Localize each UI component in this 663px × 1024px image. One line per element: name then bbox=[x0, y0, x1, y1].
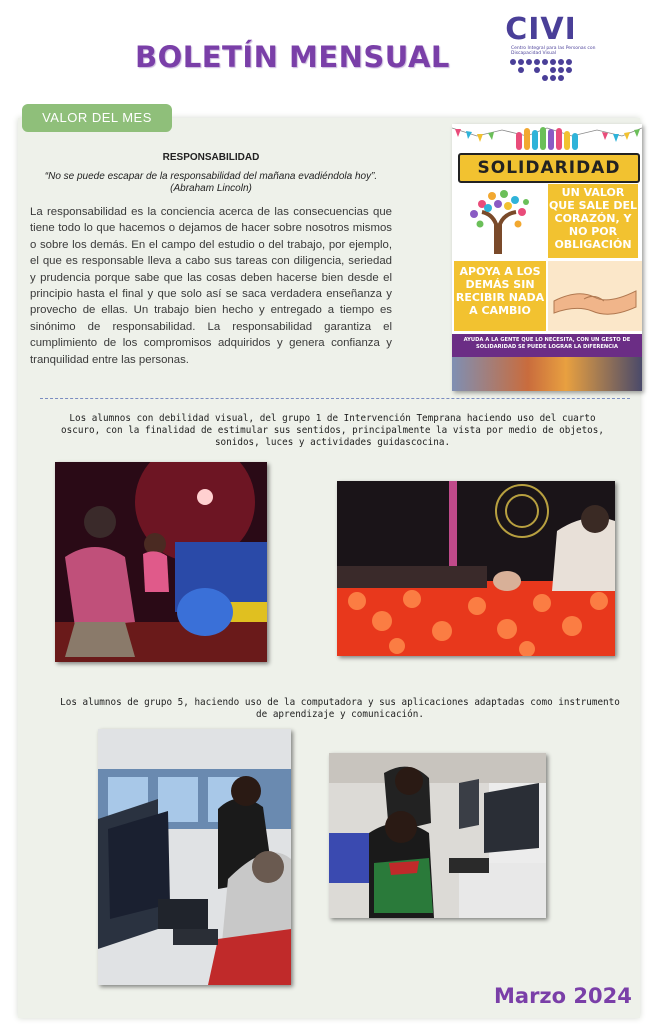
dark-room-photo-1 bbox=[55, 462, 267, 662]
students-computer-image-1 bbox=[98, 729, 291, 985]
value-quote bbox=[30, 171, 392, 195]
civi-logo bbox=[505, 12, 615, 84]
poster-footer: AYUDA A LA GENTE QUE LO NECESITA, CON UN GESTO DE SOLIDARIDAD SE PUEDE LOGRAR LA DIFERENCIA bbox=[452, 334, 642, 357]
quote-text: “No se puede escapar de la responsabilidad del mañana evadiéndola hoy”. bbox=[44, 171, 378, 182]
bunting-hands-icon bbox=[452, 124, 642, 152]
braille-dots-icon bbox=[509, 58, 589, 84]
logo-subtitle: Centro Integral para las Personas con Discapacidad Visual bbox=[511, 46, 596, 56]
logo-text: CIVI bbox=[505, 12, 577, 47]
computer-caption: Los alumnos de grupo 5, haciendo uso de la computadora y sus aplicaciones adaptadas como instrumento de aprendizaje y comunicación. bbox=[60, 697, 620, 720]
section-label-pill: VALOR DEL MES bbox=[22, 104, 172, 132]
newsletter-title: BOLETÍN MENSUAL bbox=[135, 40, 450, 74]
students-computer-image-2 bbox=[329, 753, 546, 918]
computer-photo-1 bbox=[98, 729, 291, 985]
poster-photos bbox=[452, 357, 642, 391]
solidarity-poster bbox=[452, 124, 642, 391]
handshake-icon bbox=[548, 261, 642, 331]
poster-box-left: APOYA A LOS DEMÁS SIN RECIBIR NADA A CAMBIO bbox=[454, 261, 546, 331]
hand-tree-icon bbox=[452, 184, 546, 258]
value-description: La responsabilidad es la conciencia acerca de las consecuencias que tiene todo lo que hacemos o dejamos de hacer sobre nosotros mismos o sobre los demás. En el campo del estudio o del trabajo, por ejemplo, el que es responsable lleva a cabo sus tareas con diligencia, seriedad y prudencia porque sabe que las cosas deben hacerse bien desde el principio hasta el final y que solo así se saca verdadera enseñanza y provecho de ellas. Un trabajo bien hecho y entregado a tiempo es sinónimo de responsabilidad. La responsabilidad garantiza el cumplimiento de los compromisos adquiridos y genera confianza y tranquilidad entre las personas. bbox=[30, 206, 392, 366]
dark-room-caption: Los alumnos con debilidad visual, del grupo 1 de Intervención Temprana haciendo uso del cuarto oscuro, con la finalidad de estimular sus sentidos, principalmente la vista por medio de objetos, sonidos, luces y actividades guidascocina. bbox=[61, 413, 604, 448]
dark-room-photo-2 bbox=[337, 481, 615, 656]
poster-title: SOLIDARIDAD bbox=[458, 153, 640, 183]
issue-date: Marzo 2024 bbox=[494, 984, 632, 1008]
computer-photo-2 bbox=[329, 753, 546, 918]
poster-box-right: UN VALOR QUE SALE DEL CORAZÓN, Y NO POR OBLIGACIÓN bbox=[548, 184, 638, 258]
section-divider bbox=[40, 398, 630, 399]
quote-author: (Abraham Lincoln) bbox=[170, 183, 252, 194]
ball-pit-image bbox=[337, 481, 615, 656]
value-heading: RESPONSABILIDAD bbox=[162, 152, 260, 163]
sensory-room-image bbox=[55, 462, 267, 662]
